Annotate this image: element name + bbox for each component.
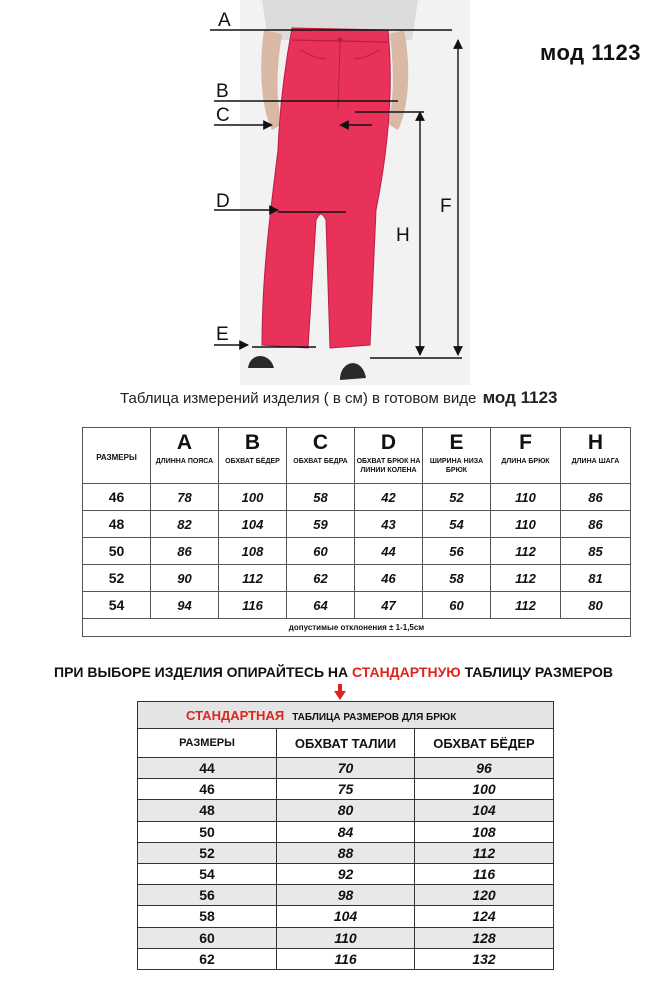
sizes-header: РАЗМЕРЫ	[83, 428, 151, 484]
measure-col-b	[219, 428, 287, 484]
down-arrow-icon	[334, 684, 346, 700]
value-cell: 112	[491, 538, 561, 565]
std-size-cell: 50	[138, 821, 277, 842]
measure-col-h	[561, 428, 631, 484]
standard-table-row	[138, 842, 554, 863]
std-col-waist: ОБХВАТ ТАЛИИ	[277, 729, 415, 758]
value-cell: 80	[561, 592, 631, 619]
size-cell: 46	[83, 484, 151, 511]
value-cell: 90	[151, 565, 219, 592]
value-cell: 56	[423, 538, 491, 565]
standard-table-row	[138, 948, 554, 969]
std-size-cell: 60	[138, 927, 277, 948]
value-cell: 86	[561, 484, 631, 511]
value-cell: 60	[287, 538, 355, 565]
std-hips-cell: 116	[415, 863, 554, 884]
value-cell: 104	[219, 511, 287, 538]
standard-table-header-row	[138, 729, 554, 758]
size-cell: 48	[83, 511, 151, 538]
std-waist-cell: 84	[277, 821, 415, 842]
standard-table-row	[138, 800, 554, 821]
measure-col-description: ДЛИНА ШАГА	[571, 458, 620, 465]
measurement-caption	[120, 388, 557, 408]
value-cell: 85	[561, 538, 631, 565]
value-cell: 112	[491, 565, 561, 592]
std-hips-cell: 100	[415, 779, 554, 800]
std-waist-cell: 80	[277, 800, 415, 821]
std-waist-cell: 116	[277, 948, 415, 969]
caption-text: Таблица измерений изделия ( в см) в готовом виде	[120, 390, 477, 407]
value-cell: 86	[561, 511, 631, 538]
measure-col-description: ОБХВАТ БРЮК НА ЛИНИИ КОЛЕНА	[356, 458, 421, 474]
label-e: E	[216, 324, 229, 345]
label-c: C	[216, 105, 230, 126]
std-hips-cell: 104	[415, 800, 554, 821]
std-waist-cell: 75	[277, 779, 415, 800]
standard-table-row	[138, 906, 554, 927]
standard-table-row	[138, 821, 554, 842]
measurement-row	[83, 565, 631, 592]
note-before: ПРИ ВЫБОРЕ ИЗДЕЛИЯ ОПИРАЙТЕСЬ НА	[54, 664, 353, 680]
standard-size-table	[137, 701, 554, 970]
std-size-cell: 62	[138, 948, 277, 969]
size-cell: 50	[83, 538, 151, 565]
label-h: H	[396, 225, 410, 246]
std-size-cell: 48	[138, 800, 277, 821]
value-cell: 86	[151, 538, 219, 565]
std-size-cell: 58	[138, 906, 277, 927]
measure-col-description: ШИРИНА НИЗА БРЮК	[429, 458, 484, 474]
tolerance-note: допустимые отклонения ± 1-1,5см	[83, 619, 631, 637]
std-waist-cell: 98	[277, 885, 415, 906]
std-hips-cell: 124	[415, 906, 554, 927]
standard-table-row	[138, 779, 554, 800]
measurement-table	[82, 427, 631, 637]
value-cell: 52	[423, 484, 491, 511]
value-cell: 42	[355, 484, 423, 511]
measurement-header-row	[83, 428, 631, 484]
value-cell: 62	[287, 565, 355, 592]
measure-col-description: ОБХВАТ БЁДЕР	[225, 458, 280, 465]
value-cell: 78	[151, 484, 219, 511]
value-cell: 60	[423, 592, 491, 619]
size-cell: 54	[83, 592, 151, 619]
note-accent: СТАНДАРТНУЮ	[352, 664, 461, 680]
value-cell: 82	[151, 511, 219, 538]
std-size-cell: 54	[138, 863, 277, 884]
std-hips-cell: 108	[415, 821, 554, 842]
measure-col-description: ДЛИННА ПОЯСА	[155, 458, 214, 465]
value-cell: 81	[561, 565, 631, 592]
standard-table-title	[138, 702, 554, 729]
value-cell: 108	[219, 538, 287, 565]
standard-title-accent: СТАНДАРТНАЯ	[186, 707, 285, 723]
measure-col-a	[151, 428, 219, 484]
std-waist-cell: 70	[277, 758, 415, 779]
value-cell: 47	[355, 592, 423, 619]
standard-table-row	[138, 758, 554, 779]
std-hips-cell: 128	[415, 927, 554, 948]
value-cell: 44	[355, 538, 423, 565]
measure-col-description: ОБХВАТ БЕДРА	[293, 458, 348, 465]
value-cell: 46	[355, 565, 423, 592]
measure-col-c	[287, 428, 355, 484]
measure-col-letter: H	[587, 431, 604, 454]
value-cell: 58	[423, 565, 491, 592]
value-cell: 64	[287, 592, 355, 619]
value-cell: 59	[287, 511, 355, 538]
std-hips-cell: 96	[415, 758, 554, 779]
label-f: F	[440, 196, 452, 217]
std-hips-cell: 132	[415, 948, 554, 969]
measure-col-description: ДЛИНА БРЮК	[501, 458, 550, 465]
std-size-cell: 44	[138, 758, 277, 779]
measurement-row	[83, 484, 631, 511]
measurement-row	[83, 511, 631, 538]
caption-model: мод 1123	[482, 388, 558, 407]
measurement-row	[83, 592, 631, 619]
standard-title-rest: ТАБЛИЦА РАЗМЕРОВ ДЛЯ БРЮК	[292, 711, 457, 723]
measure-col-letter: F	[519, 431, 532, 454]
button	[338, 38, 343, 43]
std-size-cell: 56	[138, 885, 277, 906]
measure-col-letter: A	[176, 431, 193, 454]
standard-table-row	[138, 927, 554, 948]
measure-col-letter: B	[244, 431, 261, 454]
measure-col-e	[423, 428, 491, 484]
std-waist-cell: 110	[277, 927, 415, 948]
std-size-cell: 46	[138, 779, 277, 800]
label-a: A	[218, 10, 231, 31]
value-cell: 110	[491, 511, 561, 538]
std-waist-cell: 88	[277, 842, 415, 863]
standard-table-row	[138, 885, 554, 906]
std-waist-cell: 92	[277, 863, 415, 884]
measure-col-letter: D	[380, 431, 397, 454]
value-cell: 100	[219, 484, 287, 511]
label-d: D	[216, 191, 230, 212]
label-b: B	[216, 81, 229, 102]
note-after: ТАБЛИЦУ РАЗМЕРОВ	[460, 664, 613, 680]
value-cell: 112	[491, 592, 561, 619]
value-cell: 54	[423, 511, 491, 538]
value-cell: 43	[355, 511, 423, 538]
measure-col-d	[355, 428, 423, 484]
value-cell: 110	[491, 484, 561, 511]
value-cell: 112	[219, 565, 287, 592]
size-cell: 52	[83, 565, 151, 592]
model-code: мод 1123	[540, 40, 641, 65]
standard-table-row	[138, 863, 554, 884]
std-hips-cell: 112	[415, 842, 554, 863]
std-col-sizes: РАЗМЕРЫ	[138, 729, 277, 758]
measurement-row	[83, 538, 631, 565]
size-advice-note	[0, 664, 667, 680]
measure-col-f	[491, 428, 561, 484]
measure-col-letter: E	[449, 431, 464, 454]
std-size-cell: 52	[138, 842, 277, 863]
std-hips-cell: 120	[415, 885, 554, 906]
value-cell: 94	[151, 592, 219, 619]
value-cell: 58	[287, 484, 355, 511]
tolerance-row	[83, 619, 631, 637]
value-cell: 116	[219, 592, 287, 619]
standard-table-title-row	[138, 702, 554, 729]
std-col-hips: ОБХВАТ БЁДЕР	[415, 729, 554, 758]
measure-col-letter: C	[312, 431, 329, 454]
std-waist-cell: 104	[277, 906, 415, 927]
